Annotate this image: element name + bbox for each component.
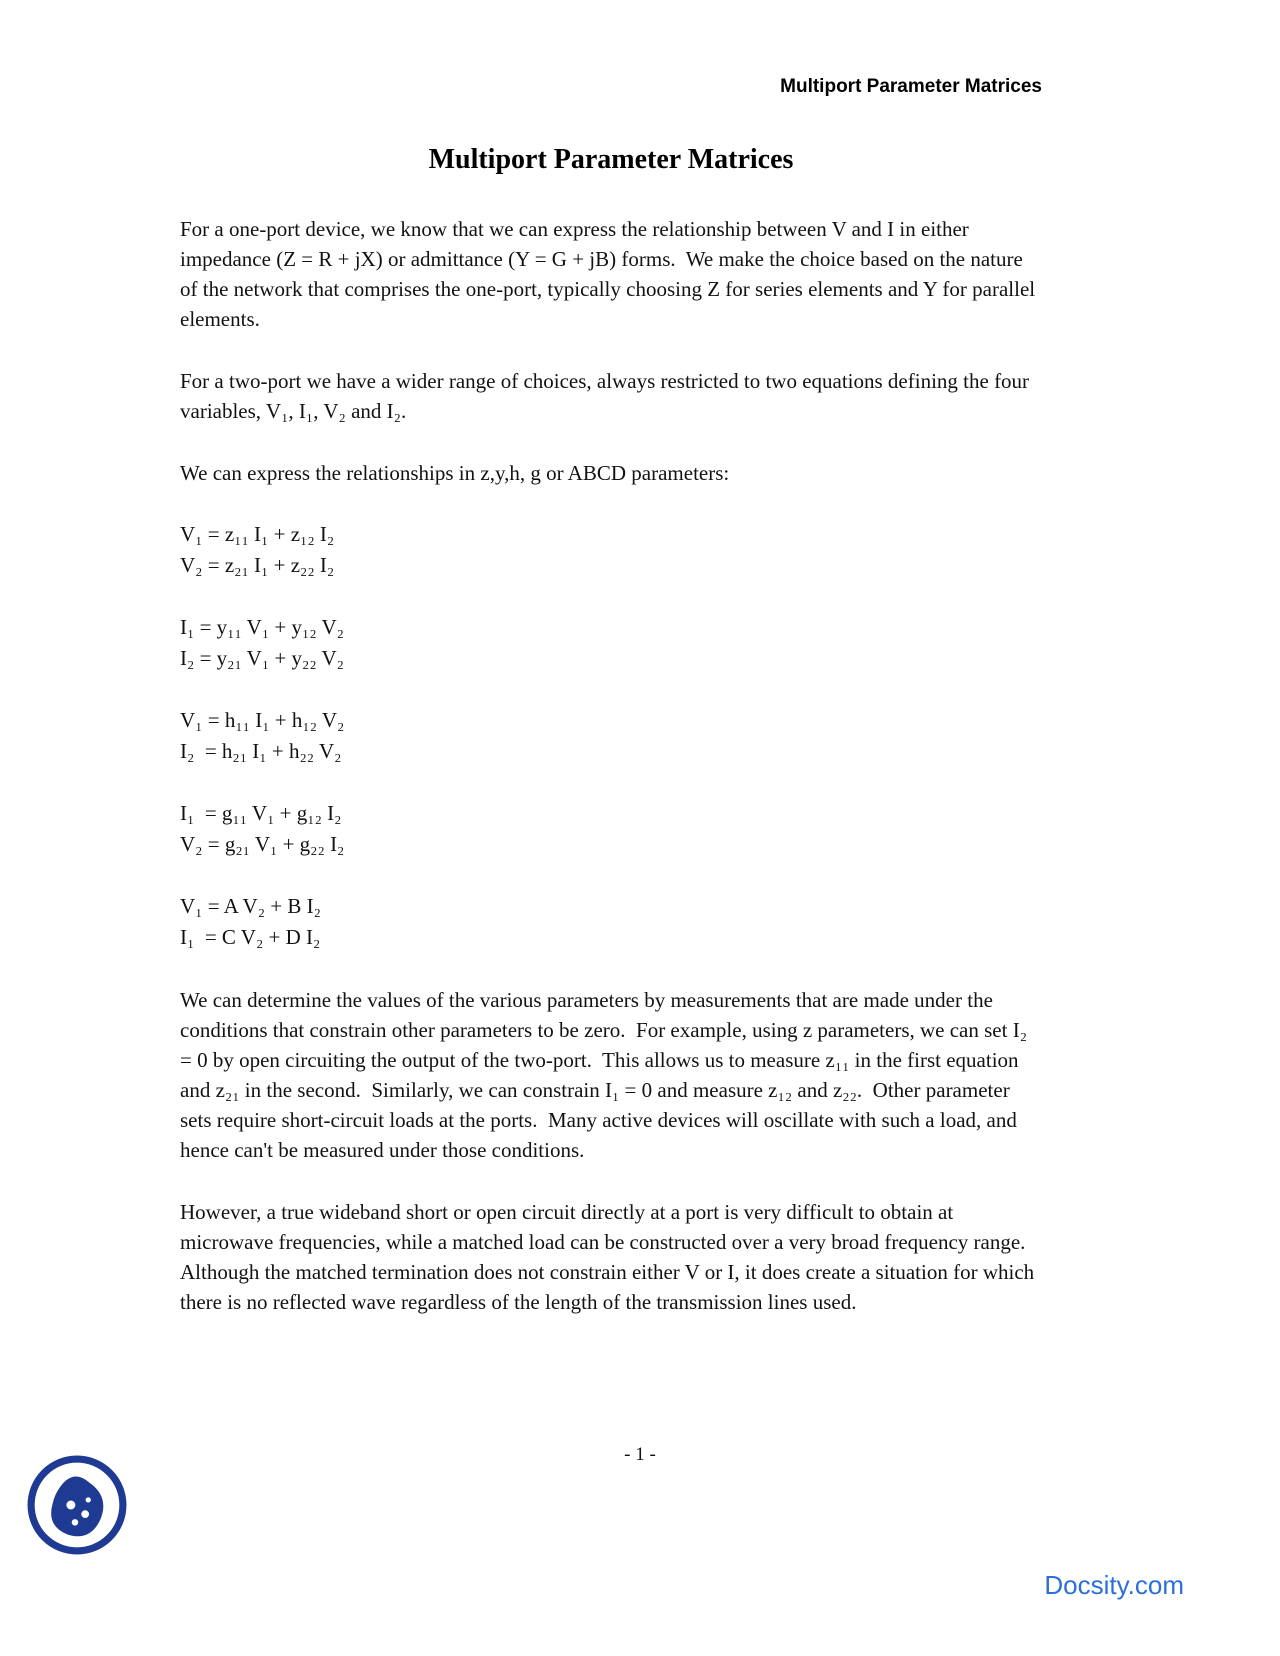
equation-line: V₁ = h₁₁ I₁ + h₁₂ V₂ bbox=[180, 708, 345, 732]
page-title: Multiport Parameter Matrices bbox=[428, 144, 794, 175]
body-paragraph-5: However, a true wideband short or open circuit directly at a port is very difficult to obtain at microwave frequencies, while a matched load can be constructed over a very broad frequency range. Although the matched termination does not constrain either V or I, it does create a situation for which there is no reflected wave regardless of the length of the transmission lines used. bbox=[180, 1200, 1040, 1314]
body-paragraph-2: For a two-port we have a wider range of choices, always restricted to two equations defining the four variables, V₁, I₁, V₂ and I₂. bbox=[180, 369, 1035, 423]
page-number: - 1 - bbox=[624, 1444, 656, 1465]
docsity-logo-icon bbox=[26, 1452, 128, 1558]
equation-line: I₁ = C V₂ + D I₂ bbox=[180, 925, 321, 949]
equation-line: V₁ = A V₂ + B I₂ bbox=[180, 894, 321, 918]
equation-group-y bbox=[180, 612, 1042, 674]
equation-group-z bbox=[180, 519, 1042, 581]
body-paragraph-4: We can determine the values of the various parameters by measurements that are made under the conditions that constrain other parameters to be zero. For example, using z parameters, we can set I₂ = 0 by open circuiting the output of the two-port. This allows us to measure z₁₁ in the first equation and z₂₁ in the second. Similarly, we can constrain I₁ = 0 and measure z₁₂ and z₂₂. Other parameter sets require short-circuit loads at the ports. Many active devices will oscillate with such a load, and hence can't be measured under those conditions. bbox=[180, 988, 1033, 1162]
equation-line: V₂ = g₂₁ V₁ + g₂₂ I₂ bbox=[180, 832, 345, 856]
equation-group-abcd bbox=[180, 891, 1042, 953]
equation-group-g bbox=[180, 798, 1042, 860]
equation-line: I₂ = h₂₁ I₁ + h₂₂ V₂ bbox=[180, 739, 342, 763]
equation-line: I₁ = g₁₁ V₁ + g₁₂ I₂ bbox=[180, 801, 342, 825]
docsity-brand-link[interactable]: Docsity.com bbox=[1044, 1570, 1184, 1600]
equation-line: V₁ = z₁₁ I₁ + z₁₂ I₂ bbox=[180, 522, 335, 546]
equation-line: V₂ = z₂₁ I₁ + z₂₂ I₂ bbox=[180, 553, 335, 577]
running-header: Multiport Parameter Matrices bbox=[780, 76, 1042, 97]
equation-line: I₁ = y₁₁ V₁ + y₁₂ V₂ bbox=[180, 615, 345, 639]
body-paragraph-3: We can express the relationships in z,y,h, g or ABCD parameters: bbox=[180, 461, 730, 485]
equation-line: I₂ = y₂₁ V₁ + y₂₂ V₂ bbox=[180, 646, 345, 670]
document-content bbox=[180, 0, 1042, 1317]
equation-group-h bbox=[180, 705, 1042, 767]
body-paragraph-1: For a one-port device, we know that we can express the relationship between V and I in either impedance (Z = R + jX) or admittance (Y = G + jB) forms. We make the choice based on the nature of the network that comprises the one-port, typically choosing Z for series elements and Y for parallel elements. bbox=[180, 217, 1041, 331]
